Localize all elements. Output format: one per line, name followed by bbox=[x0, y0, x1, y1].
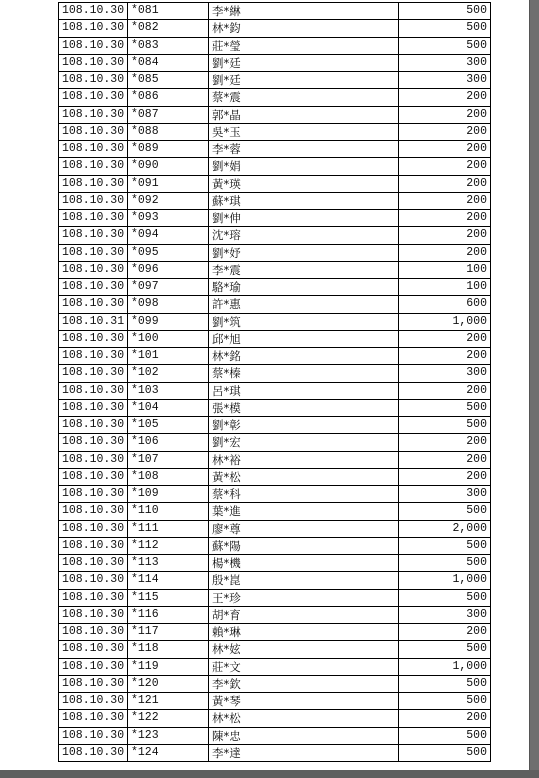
cell-date: 108.10.30 bbox=[59, 503, 128, 520]
cell-date: 108.10.30 bbox=[59, 486, 128, 503]
cell-date: 108.10.30 bbox=[59, 675, 128, 692]
cell-date: 108.10.30 bbox=[59, 693, 128, 710]
table-row bbox=[59, 555, 491, 572]
cell-name: 蔡*榛 bbox=[209, 365, 399, 382]
cell-number: *120 bbox=[128, 675, 209, 692]
cell-amount: 200 bbox=[399, 624, 491, 641]
table-row bbox=[59, 624, 491, 641]
cell-amount: 200 bbox=[399, 123, 491, 140]
cell-name: 莊*瑩 bbox=[209, 37, 399, 54]
cell-name: 呂*琪 bbox=[209, 382, 399, 399]
cell-amount: 100 bbox=[399, 279, 491, 296]
cell-amount: 300 bbox=[399, 365, 491, 382]
table-row bbox=[59, 227, 491, 244]
cell-name: 劉*彰 bbox=[209, 417, 399, 434]
donation-table bbox=[58, 2, 491, 762]
cell-name: 許*惠 bbox=[209, 296, 399, 313]
cell-number: *081 bbox=[128, 3, 209, 20]
cell-date: 108.10.30 bbox=[59, 210, 128, 227]
cell-name: 劉*娟 bbox=[209, 158, 399, 175]
table-row bbox=[59, 399, 491, 416]
table-row bbox=[59, 261, 491, 278]
cell-amount: 300 bbox=[399, 606, 491, 623]
cell-amount: 200 bbox=[399, 227, 491, 244]
cell-amount: 1,000 bbox=[399, 658, 491, 675]
cell-number: *119 bbox=[128, 658, 209, 675]
table-row bbox=[59, 192, 491, 209]
table-row bbox=[59, 279, 491, 296]
cell-number: *118 bbox=[128, 641, 209, 658]
cell-name: 劉*妤 bbox=[209, 244, 399, 261]
cell-number: *102 bbox=[128, 365, 209, 382]
cell-name: 吳*玉 bbox=[209, 123, 399, 140]
cell-date: 108.10.30 bbox=[59, 624, 128, 641]
cell-name: 郭*晶 bbox=[209, 106, 399, 123]
cell-date: 108.10.30 bbox=[59, 468, 128, 485]
cell-date: 108.10.30 bbox=[59, 158, 128, 175]
cell-amount: 200 bbox=[399, 330, 491, 347]
page-shadow-bottom bbox=[0, 770, 539, 778]
cell-amount: 200 bbox=[399, 210, 491, 227]
cell-date: 108.10.30 bbox=[59, 572, 128, 589]
cell-name: 李*綝 bbox=[209, 3, 399, 20]
cell-amount: 200 bbox=[399, 434, 491, 451]
cell-name: 葉*進 bbox=[209, 503, 399, 520]
cell-date: 108.10.30 bbox=[59, 72, 128, 89]
table-row bbox=[59, 710, 491, 727]
cell-date: 108.10.30 bbox=[59, 123, 128, 140]
cell-number: *091 bbox=[128, 175, 209, 192]
cell-number: *087 bbox=[128, 106, 209, 123]
cell-date: 108.10.30 bbox=[59, 192, 128, 209]
cell-amount: 200 bbox=[399, 141, 491, 158]
table-row bbox=[59, 727, 491, 744]
cell-name: 劉*筑 bbox=[209, 313, 399, 330]
table-row bbox=[59, 54, 491, 71]
cell-number: *108 bbox=[128, 468, 209, 485]
table-row bbox=[59, 641, 491, 658]
cell-date: 108.10.30 bbox=[59, 641, 128, 658]
table-row bbox=[59, 3, 491, 20]
cell-date: 108.10.30 bbox=[59, 141, 128, 158]
table-row bbox=[59, 382, 491, 399]
cell-name: 蔡*震 bbox=[209, 89, 399, 106]
table-row bbox=[59, 72, 491, 89]
cell-amount: 200 bbox=[399, 192, 491, 209]
cell-number: *095 bbox=[128, 244, 209, 261]
cell-number: *099 bbox=[128, 313, 209, 330]
cell-number: *106 bbox=[128, 434, 209, 451]
cell-name: 黃*松 bbox=[209, 468, 399, 485]
cell-date: 108.10.30 bbox=[59, 106, 128, 123]
cell-amount: 500 bbox=[399, 503, 491, 520]
cell-amount: 300 bbox=[399, 486, 491, 503]
cell-number: *124 bbox=[128, 744, 209, 761]
cell-amount: 1,000 bbox=[399, 572, 491, 589]
cell-name: 李*達 bbox=[209, 744, 399, 761]
cell-number: *109 bbox=[128, 486, 209, 503]
cell-number: *114 bbox=[128, 572, 209, 589]
cell-number: *088 bbox=[128, 123, 209, 140]
table-row bbox=[59, 675, 491, 692]
cell-name: 林*銘 bbox=[209, 348, 399, 365]
table-row bbox=[59, 434, 491, 451]
cell-amount: 300 bbox=[399, 54, 491, 71]
cell-number: *093 bbox=[128, 210, 209, 227]
cell-date: 108.10.30 bbox=[59, 330, 128, 347]
cell-amount: 500 bbox=[399, 589, 491, 606]
cell-name: 黃*瑛 bbox=[209, 175, 399, 192]
cell-number: *103 bbox=[128, 382, 209, 399]
cell-name: 劉*宏 bbox=[209, 434, 399, 451]
cell-amount: 500 bbox=[399, 37, 491, 54]
table-row bbox=[59, 330, 491, 347]
cell-amount: 500 bbox=[399, 20, 491, 37]
table-row bbox=[59, 468, 491, 485]
cell-number: *107 bbox=[128, 451, 209, 468]
cell-amount: 200 bbox=[399, 451, 491, 468]
cell-amount: 500 bbox=[399, 675, 491, 692]
table-row bbox=[59, 503, 491, 520]
cell-number: *082 bbox=[128, 20, 209, 37]
cell-date: 108.10.30 bbox=[59, 727, 128, 744]
cell-amount: 600 bbox=[399, 296, 491, 313]
cell-number: *111 bbox=[128, 520, 209, 537]
cell-name: 陳*忠 bbox=[209, 727, 399, 744]
table-row bbox=[59, 417, 491, 434]
table-row bbox=[59, 451, 491, 468]
cell-amount: 500 bbox=[399, 727, 491, 744]
table-row bbox=[59, 537, 491, 554]
cell-number: *110 bbox=[128, 503, 209, 520]
cell-amount: 1,000 bbox=[399, 313, 491, 330]
table-row bbox=[59, 210, 491, 227]
cell-name: 李*震 bbox=[209, 261, 399, 278]
table-row bbox=[59, 158, 491, 175]
cell-name: 蘇*琪 bbox=[209, 192, 399, 209]
cell-name: 莊*文 bbox=[209, 658, 399, 675]
cell-name: 林*鈞 bbox=[209, 20, 399, 37]
cell-name: 林*松 bbox=[209, 710, 399, 727]
table-row bbox=[59, 572, 491, 589]
table-row bbox=[59, 296, 491, 313]
cell-date: 108.10.30 bbox=[59, 417, 128, 434]
cell-date: 108.10.30 bbox=[59, 537, 128, 554]
cell-date: 108.10.30 bbox=[59, 261, 128, 278]
cell-amount: 500 bbox=[399, 641, 491, 658]
cell-date: 108.10.30 bbox=[59, 658, 128, 675]
cell-number: *094 bbox=[128, 227, 209, 244]
table-row bbox=[59, 486, 491, 503]
cell-number: *089 bbox=[128, 141, 209, 158]
page-shadow-right bbox=[530, 0, 539, 778]
cell-amount: 200 bbox=[399, 382, 491, 399]
cell-name: 張*模 bbox=[209, 399, 399, 416]
table-row bbox=[59, 106, 491, 123]
cell-name: 廖*尊 bbox=[209, 520, 399, 537]
table-row bbox=[59, 175, 491, 192]
cell-date: 108.10.30 bbox=[59, 555, 128, 572]
table-row bbox=[59, 520, 491, 537]
cell-number: *100 bbox=[128, 330, 209, 347]
cell-name: 邱*旭 bbox=[209, 330, 399, 347]
cell-number: *086 bbox=[128, 89, 209, 106]
cell-date: 108.10.31 bbox=[59, 313, 128, 330]
cell-name: 王*珍 bbox=[209, 589, 399, 606]
table-row bbox=[59, 20, 491, 37]
cell-number: *085 bbox=[128, 72, 209, 89]
cell-date: 108.10.30 bbox=[59, 451, 128, 468]
cell-amount: 300 bbox=[399, 72, 491, 89]
cell-amount: 200 bbox=[399, 468, 491, 485]
cell-amount: 500 bbox=[399, 693, 491, 710]
cell-amount: 500 bbox=[399, 555, 491, 572]
cell-number: *101 bbox=[128, 348, 209, 365]
cell-number: *112 bbox=[128, 537, 209, 554]
cell-date: 108.10.30 bbox=[59, 227, 128, 244]
table-row bbox=[59, 365, 491, 382]
table-row bbox=[59, 744, 491, 761]
cell-number: *121 bbox=[128, 693, 209, 710]
table-row bbox=[59, 589, 491, 606]
table-row bbox=[59, 37, 491, 54]
cell-amount: 200 bbox=[399, 348, 491, 365]
cell-name: 李*蓉 bbox=[209, 141, 399, 158]
cell-date: 108.10.30 bbox=[59, 20, 128, 37]
cell-date: 108.10.30 bbox=[59, 365, 128, 382]
table-row bbox=[59, 693, 491, 710]
cell-number: *123 bbox=[128, 727, 209, 744]
cell-number: *098 bbox=[128, 296, 209, 313]
cell-date: 108.10.30 bbox=[59, 37, 128, 54]
cell-name: 李*欽 bbox=[209, 675, 399, 692]
cell-number: *117 bbox=[128, 624, 209, 641]
cell-number: *092 bbox=[128, 192, 209, 209]
table-row bbox=[59, 141, 491, 158]
cell-name: 楊*機 bbox=[209, 555, 399, 572]
cell-date: 108.10.30 bbox=[59, 434, 128, 451]
cell-number: *090 bbox=[128, 158, 209, 175]
cell-name: 駱*瑜 bbox=[209, 279, 399, 296]
table-row bbox=[59, 606, 491, 623]
cell-date: 108.10.30 bbox=[59, 3, 128, 20]
cell-date: 108.10.30 bbox=[59, 279, 128, 296]
cell-name: 劉*廷 bbox=[209, 72, 399, 89]
cell-amount: 100 bbox=[399, 261, 491, 278]
cell-name: 蔡*科 bbox=[209, 486, 399, 503]
table-row bbox=[59, 244, 491, 261]
cell-name: 黃*琴 bbox=[209, 693, 399, 710]
cell-number: *113 bbox=[128, 555, 209, 572]
cell-name: 殷*崑 bbox=[209, 572, 399, 589]
cell-number: *083 bbox=[128, 37, 209, 54]
cell-name: 胡*育 bbox=[209, 606, 399, 623]
cell-date: 108.10.30 bbox=[59, 244, 128, 261]
table-row bbox=[59, 123, 491, 140]
cell-amount: 500 bbox=[399, 744, 491, 761]
table-row bbox=[59, 348, 491, 365]
cell-date: 108.10.30 bbox=[59, 89, 128, 106]
cell-name: 劉*廷 bbox=[209, 54, 399, 71]
cell-date: 108.10.30 bbox=[59, 296, 128, 313]
cell-name: 林*妶 bbox=[209, 641, 399, 658]
table-row bbox=[59, 658, 491, 675]
cell-amount: 500 bbox=[399, 417, 491, 434]
cell-amount: 200 bbox=[399, 710, 491, 727]
cell-date: 108.10.30 bbox=[59, 348, 128, 365]
cell-date: 108.10.30 bbox=[59, 54, 128, 71]
cell-date: 108.10.30 bbox=[59, 520, 128, 537]
cell-date: 108.10.30 bbox=[59, 710, 128, 727]
cell-name: 林*裕 bbox=[209, 451, 399, 468]
cell-amount: 200 bbox=[399, 89, 491, 106]
cell-date: 108.10.30 bbox=[59, 175, 128, 192]
donation-table-body bbox=[59, 3, 491, 762]
cell-number: *084 bbox=[128, 54, 209, 71]
cell-number: *115 bbox=[128, 589, 209, 606]
cell-number: *097 bbox=[128, 279, 209, 296]
cell-number: *122 bbox=[128, 710, 209, 727]
cell-number: *105 bbox=[128, 417, 209, 434]
table-row bbox=[59, 313, 491, 330]
cell-number: *104 bbox=[128, 399, 209, 416]
cell-amount: 2,000 bbox=[399, 520, 491, 537]
cell-name: 沈*瑢 bbox=[209, 227, 399, 244]
cell-amount: 200 bbox=[399, 158, 491, 175]
cell-name: 賴*琳 bbox=[209, 624, 399, 641]
cell-date: 108.10.30 bbox=[59, 399, 128, 416]
cell-amount: 200 bbox=[399, 244, 491, 261]
cell-name: 蘇*陽 bbox=[209, 537, 399, 554]
cell-amount: 500 bbox=[399, 537, 491, 554]
cell-number: *096 bbox=[128, 261, 209, 278]
cell-amount: 200 bbox=[399, 175, 491, 192]
cell-amount: 500 bbox=[399, 3, 491, 20]
cell-date: 108.10.30 bbox=[59, 606, 128, 623]
cell-date: 108.10.30 bbox=[59, 744, 128, 761]
cell-amount: 500 bbox=[399, 399, 491, 416]
cell-number: *116 bbox=[128, 606, 209, 623]
cell-amount: 200 bbox=[399, 106, 491, 123]
cell-name: 劉*伸 bbox=[209, 210, 399, 227]
cell-date: 108.10.30 bbox=[59, 382, 128, 399]
cell-date: 108.10.30 bbox=[59, 589, 128, 606]
table-row bbox=[59, 89, 491, 106]
